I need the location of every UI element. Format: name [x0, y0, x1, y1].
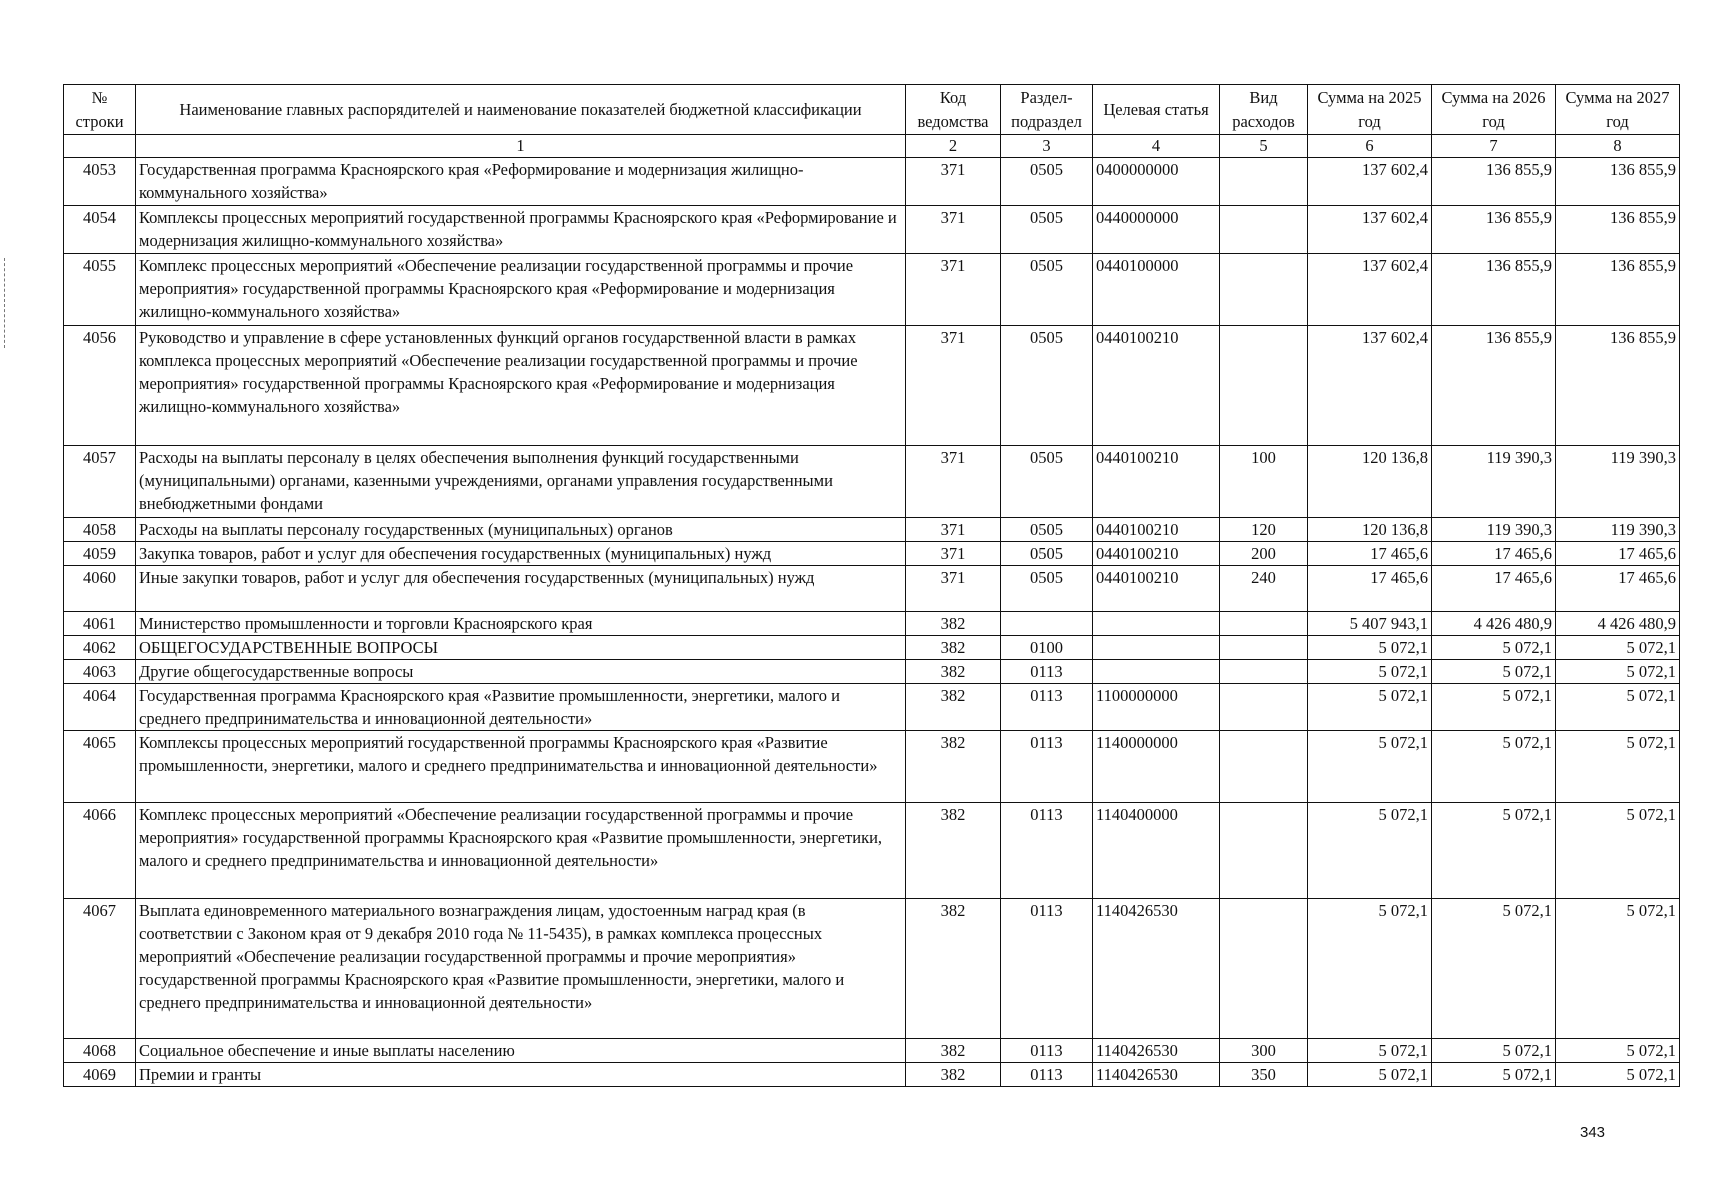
section-code: 0113 [1001, 731, 1093, 803]
sum-2025: 5 072,1 [1308, 660, 1432, 684]
sum-2026: 17 465,6 [1432, 542, 1556, 566]
sum-2027: 119 390,3 [1556, 518, 1680, 542]
sum-2025: 5 072,1 [1308, 684, 1432, 731]
sum-2025: 5 072,1 [1308, 731, 1432, 803]
dept-code: 382 [906, 731, 1001, 803]
sum-2026: 5 072,1 [1432, 899, 1556, 1039]
sum-2025: 5 072,1 [1308, 636, 1432, 660]
sum-2026: 136 855,9 [1432, 206, 1556, 254]
target-article [1093, 660, 1220, 684]
sum-2026: 5 072,1 [1432, 1039, 1556, 1063]
table-row [64, 731, 1680, 803]
section-code: 0505 [1001, 254, 1093, 326]
row-name: Комплекс процессных мероприятий «Обеспечение реализации государственной программы и прочие мероприятия» государственной программы Красноярского края «Реформирование и модернизация жилищно-коммунального хозяйства» [136, 254, 906, 326]
row-number: 4064 [64, 684, 136, 731]
dept-code: 371 [906, 206, 1001, 254]
row-number: 4053 [64, 158, 136, 206]
sum-2026: 5 072,1 [1432, 803, 1556, 899]
target-article: 0440100210 [1093, 542, 1220, 566]
dept-code: 371 [906, 566, 1001, 612]
expense-type [1220, 206, 1308, 254]
expense-type [1220, 612, 1308, 636]
row-number: 4054 [64, 206, 136, 254]
row-number: 4060 [64, 566, 136, 612]
row-name: Премии и гранты [136, 1063, 906, 1087]
row-number: 4058 [64, 518, 136, 542]
row-number: 4068 [64, 1039, 136, 1063]
row-number: 4066 [64, 803, 136, 899]
sum-2025: 120 136,8 [1308, 518, 1432, 542]
section-code: 0505 [1001, 158, 1093, 206]
header-section: Раздел-подраздел [1001, 85, 1093, 135]
row-name: Другие общегосударственные вопросы [136, 660, 906, 684]
column-number: 7 [1432, 135, 1556, 158]
section-code: 0113 [1001, 899, 1093, 1039]
row-name: Министерство промышленности и торговли Красноярского края [136, 612, 906, 636]
target-article: 1140000000 [1093, 731, 1220, 803]
sum-2026: 5 072,1 [1432, 684, 1556, 731]
expense-type [1220, 803, 1308, 899]
target-article: 0440100000 [1093, 254, 1220, 326]
sum-2027: 17 465,6 [1556, 566, 1680, 612]
target-article: 0440000000 [1093, 206, 1220, 254]
expense-type: 100 [1220, 446, 1308, 518]
column-number: 1 [136, 135, 906, 158]
table-row [64, 158, 1680, 206]
table-row [64, 803, 1680, 899]
target-article [1093, 612, 1220, 636]
dept-code: 371 [906, 446, 1001, 518]
sum-2026: 136 855,9 [1432, 158, 1556, 206]
dept-code: 371 [906, 542, 1001, 566]
expense-type: 350 [1220, 1063, 1308, 1087]
sum-2025: 120 136,8 [1308, 446, 1432, 518]
dept-code: 382 [906, 803, 1001, 899]
section-code: 0100 [1001, 636, 1093, 660]
sum-2026: 4 426 480,9 [1432, 612, 1556, 636]
expense-type [1220, 660, 1308, 684]
table-row [64, 612, 1680, 636]
target-article: 1140426530 [1093, 1063, 1220, 1087]
sum-2027: 4 426 480,9 [1556, 612, 1680, 636]
target-article: 1140426530 [1093, 1039, 1220, 1063]
dept-code: 382 [906, 612, 1001, 636]
sum-2025: 137 602,4 [1308, 326, 1432, 446]
header-target: Целевая статья [1093, 85, 1220, 135]
column-number: 8 [1556, 135, 1680, 158]
table-row [64, 636, 1680, 660]
column-number: 3 [1001, 135, 1093, 158]
table-row [64, 660, 1680, 684]
sum-2027: 17 465,6 [1556, 542, 1680, 566]
table-body [64, 158, 1680, 1087]
column-number: 2 [906, 135, 1001, 158]
budget-table [63, 84, 1680, 1087]
sum-2026: 5 072,1 [1432, 660, 1556, 684]
expense-type: 240 [1220, 566, 1308, 612]
table-row [64, 446, 1680, 518]
dept-code: 371 [906, 518, 1001, 542]
row-number: 4055 [64, 254, 136, 326]
dept-code: 371 [906, 326, 1001, 446]
row-name: ОБЩЕГОСУДАРСТВЕННЫЕ ВОПРОСЫ [136, 636, 906, 660]
section-code: 0113 [1001, 660, 1093, 684]
sum-2027: 5 072,1 [1556, 660, 1680, 684]
sum-2026: 119 390,3 [1432, 446, 1556, 518]
header-row-no: № строки [64, 85, 136, 135]
sum-2025: 5 072,1 [1308, 1063, 1432, 1087]
sum-2026: 119 390,3 [1432, 518, 1556, 542]
table-row [64, 1063, 1680, 1087]
dept-code: 382 [906, 660, 1001, 684]
section-code: 0505 [1001, 518, 1093, 542]
row-number: 4059 [64, 542, 136, 566]
row-name: Комплекс процессных мероприятий «Обеспечение реализации государственной программы и прочие мероприятия» государственной программы Красноярского края «Развитие промышленности, энергетики, малого и среднего предпринимательства и инновационной деятельности» [136, 803, 906, 899]
dept-code: 382 [906, 636, 1001, 660]
budget-sheet [63, 84, 1679, 1087]
expense-type: 200 [1220, 542, 1308, 566]
sum-2026: 17 465,6 [1432, 566, 1556, 612]
dept-code: 382 [906, 1039, 1001, 1063]
sum-2027: 5 072,1 [1556, 899, 1680, 1039]
target-article: 0440100210 [1093, 518, 1220, 542]
sum-2027: 5 072,1 [1556, 731, 1680, 803]
row-name: Комплексы процессных мероприятий государственной программы Красноярского края «Реформирование и модернизация жилищно-коммунального хозяйства» [136, 206, 906, 254]
row-number: 4065 [64, 731, 136, 803]
table-row [64, 566, 1680, 612]
sum-2027: 5 072,1 [1556, 1039, 1680, 1063]
sum-2025: 137 602,4 [1308, 254, 1432, 326]
sum-2025: 17 465,6 [1308, 566, 1432, 612]
header-expense-type: Вид расходов [1220, 85, 1308, 135]
expense-type [1220, 636, 1308, 660]
sum-2025: 5 072,1 [1308, 899, 1432, 1039]
header-sum-2026: Сумма на 2026 год [1432, 85, 1556, 135]
sum-2027: 136 855,9 [1556, 158, 1680, 206]
table-row [64, 254, 1680, 326]
section-code: 0113 [1001, 684, 1093, 731]
target-article [1093, 636, 1220, 660]
dept-code: 382 [906, 1063, 1001, 1087]
section-code: 0505 [1001, 542, 1093, 566]
section-code: 0505 [1001, 326, 1093, 446]
row-number: 4063 [64, 660, 136, 684]
expense-type [1220, 684, 1308, 731]
dept-code: 382 [906, 684, 1001, 731]
sum-2025: 5 072,1 [1308, 803, 1432, 899]
target-article: 1140400000 [1093, 803, 1220, 899]
column-number-blank [64, 135, 136, 158]
sum-2027: 136 855,9 [1556, 206, 1680, 254]
table-row [64, 684, 1680, 731]
header-name: Наименование главных распорядителей и наименование показателей бюджетной классификации [136, 85, 906, 135]
target-article: 0400000000 [1093, 158, 1220, 206]
sum-2026: 5 072,1 [1432, 731, 1556, 803]
target-article: 1140426530 [1093, 899, 1220, 1039]
row-name: Выплата единовременного материального вознаграждения лицам, удостоенным наград края (в соответствии с Законом края от 9 декабря 2010 года № 11-5435), в рамках комплекса процессных мероприятий «Обеспечение реализации государственной программы и прочие мероприятия» государственной программы Красноярского края «Развитие промышленности, энергетики, малого и среднего предпринимательства и инновационной деятельности» [136, 899, 906, 1039]
page-number: 343 [1580, 1124, 1606, 1141]
section-code: 0113 [1001, 1063, 1093, 1087]
row-name: Закупка товаров, работ и услуг для обеспечения государственных (муниципальных) нужд [136, 542, 906, 566]
table-row [64, 206, 1680, 254]
row-name: Комплексы процессных мероприятий государственной программы Красноярского края «Развитие промышленности, энергетики, малого и среднего предпринимательства и инновационной деятельности» [136, 731, 906, 803]
expense-type [1220, 326, 1308, 446]
section-code: 0113 [1001, 803, 1093, 899]
sum-2027: 136 855,9 [1556, 254, 1680, 326]
expense-type [1220, 158, 1308, 206]
sum-2025: 5 072,1 [1308, 1039, 1432, 1063]
expense-type: 120 [1220, 518, 1308, 542]
section-code: 0505 [1001, 206, 1093, 254]
table-row [64, 326, 1680, 446]
row-name: Расходы на выплаты персоналу в целях обеспечения выполнения функций государственными (муниципальными) органами, казенными учреждениями, органами управления государственными внебюджетными фондами [136, 446, 906, 518]
table-row [64, 899, 1680, 1039]
dept-code: 382 [906, 899, 1001, 1039]
row-number: 4062 [64, 636, 136, 660]
sum-2026: 136 855,9 [1432, 254, 1556, 326]
sum-2025: 5 407 943,1 [1308, 612, 1432, 636]
sum-2025: 17 465,6 [1308, 542, 1432, 566]
header-sum-2027: Сумма на 2027 год [1556, 85, 1680, 135]
sum-2025: 137 602,4 [1308, 206, 1432, 254]
row-number: 4056 [64, 326, 136, 446]
margin-marks [4, 258, 7, 348]
expense-type [1220, 731, 1308, 803]
expense-type [1220, 899, 1308, 1039]
row-name: Расходы на выплаты персоналу государственных (муниципальных) органов [136, 518, 906, 542]
expense-type: 300 [1220, 1039, 1308, 1063]
column-number: 6 [1308, 135, 1432, 158]
row-number: 4061 [64, 612, 136, 636]
column-number: 4 [1093, 135, 1220, 158]
sum-2027: 119 390,3 [1556, 446, 1680, 518]
row-number: 4069 [64, 1063, 136, 1087]
dept-code: 371 [906, 158, 1001, 206]
sum-2026: 136 855,9 [1432, 326, 1556, 446]
target-article: 0440100210 [1093, 326, 1220, 446]
sum-2027: 5 072,1 [1556, 1063, 1680, 1087]
sum-2026: 5 072,1 [1432, 636, 1556, 660]
sum-2025: 137 602,4 [1308, 158, 1432, 206]
section-code [1001, 612, 1093, 636]
row-number: 4067 [64, 899, 136, 1039]
table-row [64, 1039, 1680, 1063]
row-name: Руководство и управление в сфере установленных функций органов государственной власти в рамках комплекса процессных мероприятий «Обеспечение реализации государственной программы и прочие мероприятия» государственной программы Красноярского края «Реформирование и модернизация жилищно-коммунального хозяйства» [136, 326, 906, 446]
dept-code: 371 [906, 254, 1001, 326]
row-name: Государственная программа Красноярского края «Развитие промышленности, энергетики, малого и среднего предпринимательства и инновационной деятельности» [136, 684, 906, 731]
row-number: 4057 [64, 446, 136, 518]
table-row [64, 518, 1680, 542]
row-name: Государственная программа Красноярского края «Реформирование и модернизация жилищно-коммунального хозяйства» [136, 158, 906, 206]
sum-2026: 5 072,1 [1432, 1063, 1556, 1087]
row-name: Социальное обеспечение и иные выплаты населению [136, 1039, 906, 1063]
sum-2027: 5 072,1 [1556, 636, 1680, 660]
target-article: 0440100210 [1093, 566, 1220, 612]
target-article: 0440100210 [1093, 446, 1220, 518]
expense-type [1220, 254, 1308, 326]
section-code: 0505 [1001, 566, 1093, 612]
section-code: 0113 [1001, 1039, 1093, 1063]
sum-2027: 5 072,1 [1556, 684, 1680, 731]
header-dept-code: Код ведомства [906, 85, 1001, 135]
column-number: 5 [1220, 135, 1308, 158]
header-sum-2025: Сумма на 2025 год [1308, 85, 1432, 135]
sum-2027: 136 855,9 [1556, 326, 1680, 446]
sum-2027: 5 072,1 [1556, 803, 1680, 899]
table-row [64, 542, 1680, 566]
target-article: 1100000000 [1093, 684, 1220, 731]
section-code: 0505 [1001, 446, 1093, 518]
row-name: Иные закупки товаров, работ и услуг для обеспечения государственных (муниципальных) нужд [136, 566, 906, 612]
